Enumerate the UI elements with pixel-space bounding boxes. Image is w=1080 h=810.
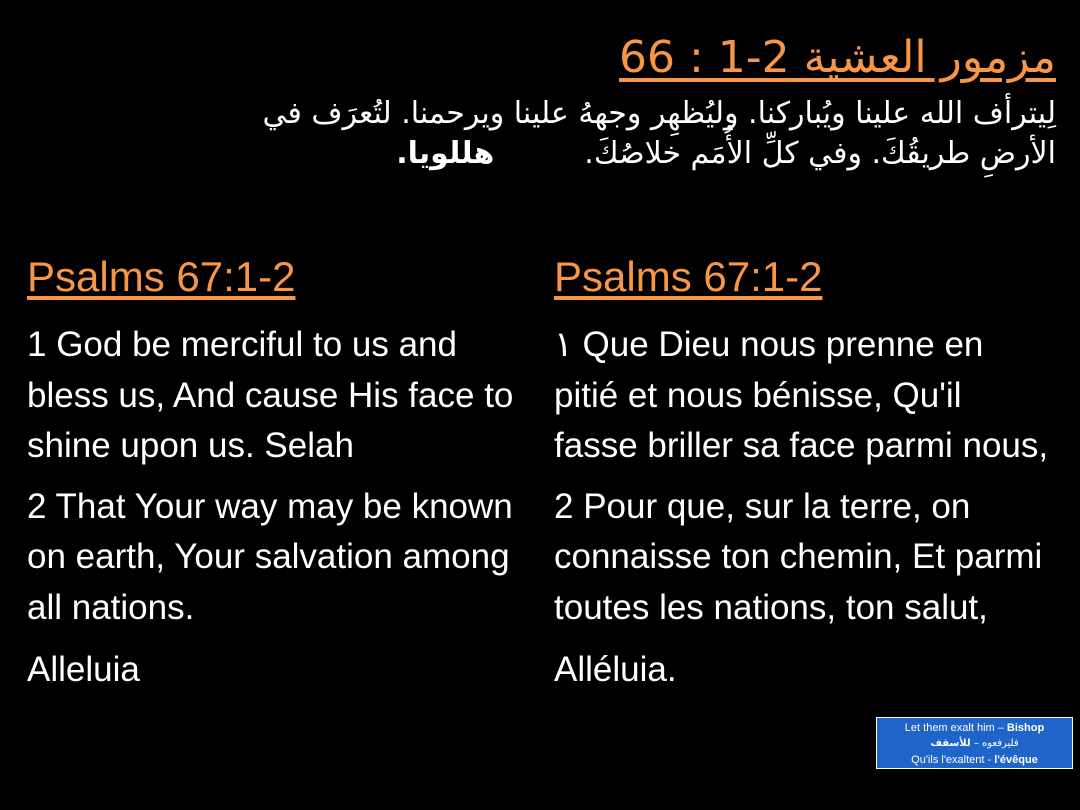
arabic-verse — [30, 94, 1056, 174]
arabic-title-text: مزمور العشية — [789, 32, 1056, 83]
speaker-badge — [876, 717, 1073, 769]
english-title: Psalms 67:1-2 — [27, 253, 296, 300]
french-alleluia: Alléluia. — [554, 650, 677, 689]
badge-arabic — [877, 736, 1072, 752]
badge-arabic-text: فليرفعوه – — [970, 738, 1019, 749]
badge-english-text: Let them exalt him – — [904, 722, 1007, 734]
english-alleluia: Alleluia — [27, 650, 140, 689]
french-column — [554, 248, 1054, 706]
french-title: Psalms 67:1-2 — [554, 253, 823, 300]
badge-english-role: Bishop — [1006, 722, 1045, 734]
arabic-verse-line-1: لِيترأف الله علينا ويُباركنا. وليُظهِر وجههُ علينا ويرحمنا. لتُعرَف في — [262, 96, 1056, 131]
arabic-title-ref: 66 : 1-2 — [619, 32, 790, 83]
arabic-verse-line-2-text: الأرضِ طريقُكَ. وفي كلِّ الأُمَم خلاصُكَ. — [584, 136, 1056, 171]
arabic-title — [30, 28, 1056, 88]
badge-french — [877, 752, 1072, 768]
english-verse-2: 2 That Your way may be known on earth, Your salvation among all nations. — [27, 486, 513, 627]
arabic-section — [30, 28, 1056, 174]
badge-french-role: l'évêque — [994, 754, 1038, 766]
french-verse-1: ١ Que Dieu nous prenne en pitié et nous bénisse, Qu'il fasse briller sa face parmi nous, — [554, 325, 1049, 465]
arabic-verse-line-2 — [30, 134, 1056, 174]
english-verse-1: 1 God be merciful to us and bless us, And cause His face to shine upon us. Selah — [27, 325, 514, 465]
badge-french-text: Qu'ils l'exaltent - — [911, 754, 995, 766]
badge-english — [877, 720, 1072, 736]
arabic-hallelujah: هللويا. — [396, 136, 495, 171]
french-verse-2: 2 Pour que, sur la terre, on connaisse ton chemin, Et parmi toutes les nations, ton salut, — [554, 486, 1043, 627]
badge-arabic-role: للأسقف — [930, 738, 971, 749]
english-column — [27, 248, 527, 706]
